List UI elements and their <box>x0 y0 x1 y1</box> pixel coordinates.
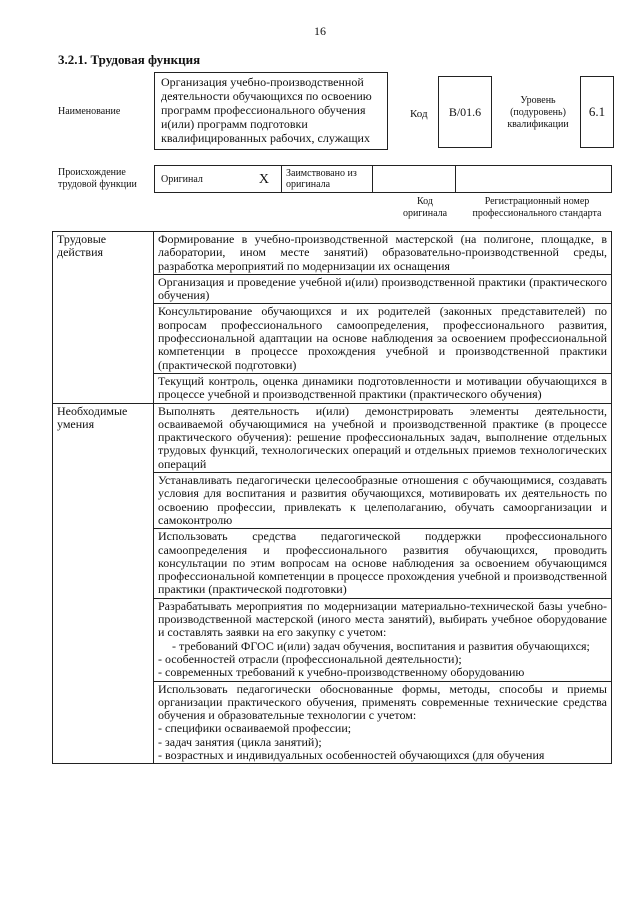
table-cell: Выполнять деятельность и(или) демонстрировать элементы деятельности, осваиваемой обучающимися на учебной и производственной практике (в процессе практического обучения): решение профессиональных задач, выполнение отдельных трудовых функций, технологических операций и отдельных приемов технологических операций <box>154 403 612 472</box>
table-cell: Организация и проведение учебной и(или) производственной практики (практического обучения) <box>154 274 612 304</box>
table-cell: Формирование в учебно-производственной мастерской (на полигоне, площадке, в лаборатории, ином месте занятий) образовательно-производственной среды, разработка мероприятий по модернизации их оснащения <box>154 232 612 275</box>
reg-number-cell <box>455 165 612 193</box>
reg-number-caption: Регистрационный номер профессионального стандарта <box>472 196 602 219</box>
code-label: Код <box>410 108 428 120</box>
table-cell <box>154 681 612 764</box>
list-item: - задач занятия (цикла занятий); <box>158 734 322 749</box>
function-name-box <box>154 72 388 150</box>
original-code-cell <box>372 165 456 193</box>
table-cell: Устанавливать педагогически целесообразные отношения с обучающимися, создавать условия для воспитания и развития обучающихся, мотивировать их деятельность по освоению профессии, привлекать к целеполаганию, обучать самоорганизации и самоконтролю <box>154 473 612 529</box>
table-row <box>53 232 612 275</box>
original-label: Оригинал <box>161 173 203 185</box>
level-box <box>580 76 614 148</box>
list-item: - специфики осваиваемой профессии; <box>158 721 352 736</box>
function-table <box>52 231 612 764</box>
list-item: - требований ФГОС и(или) задач обучения, воспитания и развития обучающихся; <box>172 638 590 653</box>
original-cell <box>154 165 282 193</box>
level-value: 6.1 <box>588 104 606 119</box>
cell-text: Использовать педагогически обоснованные формы, методы, способы и приемы организации практического обучения, применять современные технические средства обучения и образовательные технологии с учетом: <box>158 681 607 723</box>
section-title: 3.2.1. Трудовая функция <box>58 52 201 67</box>
list-item: - современных требований к учебно-производственному оборудованию <box>158 665 525 680</box>
table-cell: Текущий контроль, оценка динамики подготовленности и мотивации обучающихся в процессе учебной и производственной практики (практического обучения) <box>154 373 612 403</box>
list-item: - возрастных и индивидуальных особенностей обучающихся (для обучения <box>158 747 545 762</box>
page-number: 16 <box>314 24 326 38</box>
category-required-skills: Необходимые умения <box>53 403 154 764</box>
table-cell: Использовать средства педагогической поддержки профессионального самоопределения и профессионального развития обучающихся, проводить консультации по этим вопросам на основе наблюдения за освоением обучающимся профессиональной компетенции в процессе прохождения учебной и производственной практики (практической подготовки) <box>154 529 612 598</box>
cell-text: Разрабатывать мероприятия по модернизации материально-технической базы учебно-производственной мастерской (иного места занятий), выбирать учебное оборудование и составлять заявки на его закупку с учетом: <box>158 598 607 640</box>
list-item: - особенностей отрасли (профессиональной деятельности); <box>158 651 462 666</box>
level-label: Уровень (подуровень) квалификации <box>507 95 569 130</box>
borrowed-label: Заимствовано из оригинала <box>286 168 357 190</box>
category-labor-actions: Трудовые действия <box>53 232 154 404</box>
origin-row <box>154 165 612 193</box>
origin-label: Происхождение трудовой функции <box>58 167 137 190</box>
code-box <box>438 76 492 148</box>
table-cell <box>154 598 612 681</box>
table-cell: Консультирование обучающихся и их родителей (законных представителей) по вопросам профессионального самоопределения, профессионального развития, профессиональной адаптации на основе наблюдения за освоением профессиональной компетенции в процессе прохождения учебной и производственной практики (практической подготовки) <box>154 304 612 373</box>
original-mark: X <box>258 171 269 187</box>
function-name-value: Организация учебно-производственной деятельности обучающихся по освоению программ профессионального обучения и(или) программ подготовки квалифицированных рабочих, служащих <box>161 75 372 145</box>
code-value: В/01.6 <box>448 104 482 119</box>
name-label: Наименование <box>58 106 121 117</box>
table-row <box>53 403 612 472</box>
borrowed-cell <box>281 165 373 193</box>
original-code-caption: Код оригинала <box>402 196 448 219</box>
